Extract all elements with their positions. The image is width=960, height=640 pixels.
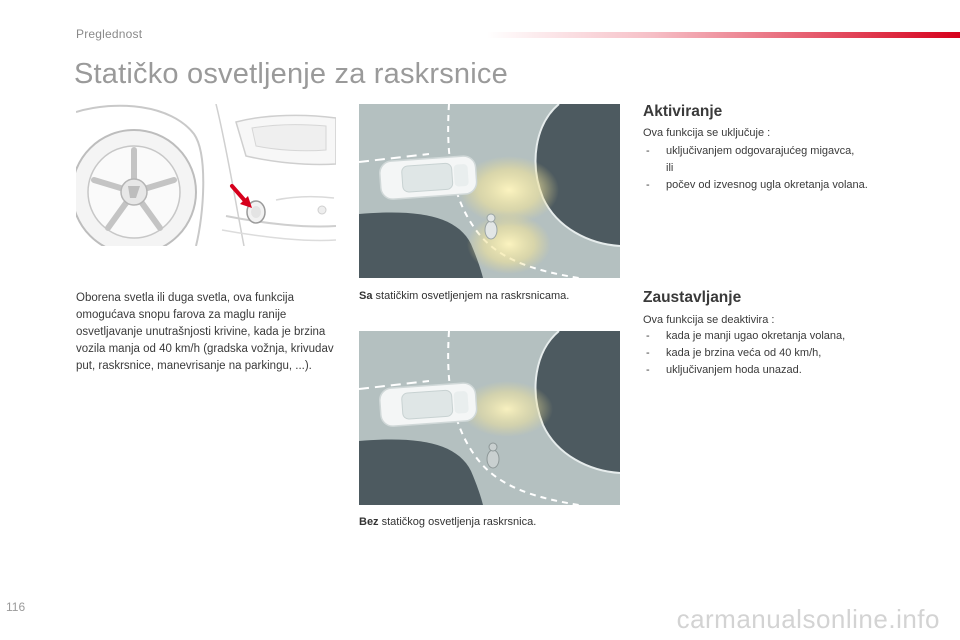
car-front-illustration [76,104,336,246]
list-item: - kada je brzina veća od 40 km/h, [646,347,822,359]
page-title: Statičko osvetljenje za raskrsnice [74,58,508,90]
caption-with-lighting: Sa statičkim osvetljenjem na raskrsnicama. [359,290,570,302]
image-without-cornering-light [359,331,620,505]
deactivation-intro: Ova funkcija se deaktivira : [643,314,775,326]
function-description: Oborena svetla ili duga svetla, ova funkcija omogućava snopu farova za maglu ranije osvetljavanje unutrašnjosti krivine, kada je brzina vozila manja od 40 km/h (gradska vožnja, krivudav put, raskrsnice, manevrisanje na parkingu, ...). [76,292,334,372]
activation-list [643,143,923,194]
caption-without-lighting: Bez statičkog osvetljenja raskrsnica. [359,516,537,528]
activation-intro: Ova funkcija se uključuje : [643,127,771,139]
watermark: carmanualsonline.info [676,604,940,634]
list-item: - uključivanjem odgovarajućeg migavca, [646,145,855,157]
page-number: 116 [6,600,26,614]
list-item: - počev od izvesnog ugla okretanja volana. [646,179,868,191]
list-item: - kada je manji ugao okretanja volana, [646,330,846,342]
deactivation-heading: Zaustavljanje [643,289,742,306]
list-item: ili [666,162,674,174]
deactivation-list [643,328,923,379]
image-with-cornering-light [359,104,620,278]
header-accent-bar [486,32,960,38]
activation-heading: Aktiviranje [643,103,723,120]
list-item: - uključivanjem hoda unazad. [646,364,802,376]
section-label: Preglednost [76,27,143,41]
